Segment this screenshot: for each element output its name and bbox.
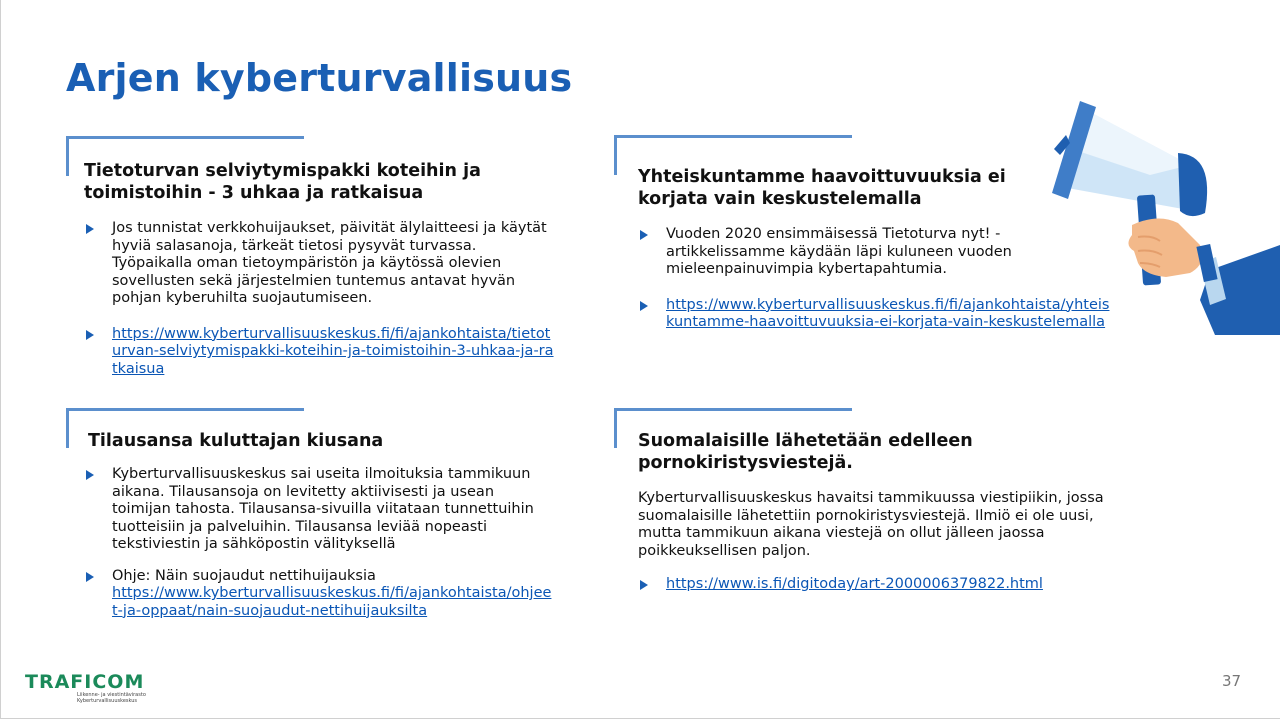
block1-bullets <box>84 220 564 378</box>
traficom-logo <box>25 672 157 704</box>
triangle-bullet-icon <box>640 301 648 311</box>
block4-bullet-1 <box>638 576 1118 594</box>
block1-link[interactable]: https://www.kyberturvallisuuskeskus.fi/fi/ajankohtaista/tietoturvan-selviytymispakki-koteihin-ja-toimistoihin-3-uhkaa-ja-ratkaisua <box>112 325 554 377</box>
triangle-bullet-icon <box>640 580 648 590</box>
block2-link[interactable]: https://www.kyberturvallisuuskeskus.fi/fi/ajankohtaista/yhteiskuntamme-haavoittuvuuksia-ei-korjata-vain-keskustelemalla <box>666 296 1110 330</box>
block2-bullet-1-text: Vuoden 2020 ensimmäisessä Tietoturva nyt! -artikkelissamme käydään läpi kuluneen vuoden mieleenpainuvimpia kybertapahtumia. <box>666 226 1012 277</box>
block3-bullet-2-text: Ohje: Näin suojaudut nettihuijauksia <box>112 567 376 584</box>
block4-bullets <box>638 576 1118 594</box>
triangle-bullet-icon <box>86 470 94 480</box>
block3-bullet-2 <box>84 568 568 621</box>
block3-corner-top <box>66 408 304 411</box>
logo-wordmark: TRAFICOM <box>25 671 145 693</box>
block-selviytymispakki <box>84 160 564 378</box>
block1-bullet-1 <box>84 220 564 308</box>
block4-paragraph: Kyberturvallisuuskeskus havaitsi tammikuussa viestipiikin, jossa suomalaisille lähetettiin pornokiristysviestejä. Ilmiö ei ole uusi, mutta tammikuun aikana viestejä on ollut jälleen jaossa poikkeuksellisen paljon. <box>638 490 1104 559</box>
logo-subtitle: Liikenne- ja viestintävirasto Kyberturvallisuuskeskus <box>77 692 146 704</box>
block3-bullets <box>84 466 568 620</box>
block1-bullet-1-text: Jos tunnistat verkkohuijaukset, päivität älylaitteesi ja käytät hyviä salasanoja, tärkeät tietosi pysyvät turvassa. Työpaikalla oman tietoympäristön ja käytössä olevien sovellusten sekä järjestelmien tuntemus antavat hyvän pohjan kyberuhilta suojautumiseen. <box>112 220 547 306</box>
triangle-bullet-icon <box>86 330 94 340</box>
block1-bullet-2 <box>84 326 564 379</box>
block3-bullet-1 <box>84 466 568 554</box>
block1-corner-top <box>66 136 304 139</box>
triangle-bullet-icon <box>86 572 94 582</box>
block4-corner-top <box>614 408 852 411</box>
block-tilausansa <box>88 430 568 620</box>
block3-heading: Tilausansa kuluttajan kiusana <box>88 431 384 451</box>
triangle-bullet-icon <box>86 224 94 234</box>
block4-heading: Suomalaisille lähetetään edelleen pornokiristysviestejä. <box>638 431 973 473</box>
block3-corner-side <box>66 408 69 448</box>
block3-link[interactable]: https://www.kyberturvallisuuskeskus.fi/fi/ajankohtaista/ohjeet-ja-oppaat/nain-suojaudut-nettihuijauksilta <box>112 585 552 619</box>
slide-edge-left <box>0 0 1 719</box>
triangle-bullet-icon <box>640 230 648 240</box>
block-pornokiristys <box>638 430 1118 594</box>
block2-heading: Yhteiskuntamme haavoittuvuuksia ei korjata vain keskustelemalla <box>638 167 1006 209</box>
block1-heading: Tietoturvan selviytymispakki koteihin ja toimistoihin - 3 uhkaa ja ratkaisua <box>84 161 481 203</box>
block4-link[interactable]: https://www.is.fi/digitoday/art-2000006379822.html <box>666 576 1043 592</box>
block2-corner-side <box>614 135 617 175</box>
block4-corner-side <box>614 408 617 448</box>
block2-corner-top <box>614 135 852 138</box>
slide-title: Arjen kyberturvallisuus <box>66 56 573 100</box>
megaphone-icon <box>1040 95 1280 345</box>
page-number: 37 <box>1222 672 1242 690</box>
block3-bullet-1-text: Kyberturvallisuuskeskus sai useita ilmoituksia tammikuun aikana. Tilausansoja on levitetty aktiivisesti ja usean toimijan tahosta. Tilausansa-sivuilla viitataan tunnettuihin tuotteisiin ja palveluihin. Tilausansa leviää nopeasti tekstiviestin ja sähköpostin välityksellä <box>112 466 534 552</box>
block1-corner-side <box>66 136 69 176</box>
